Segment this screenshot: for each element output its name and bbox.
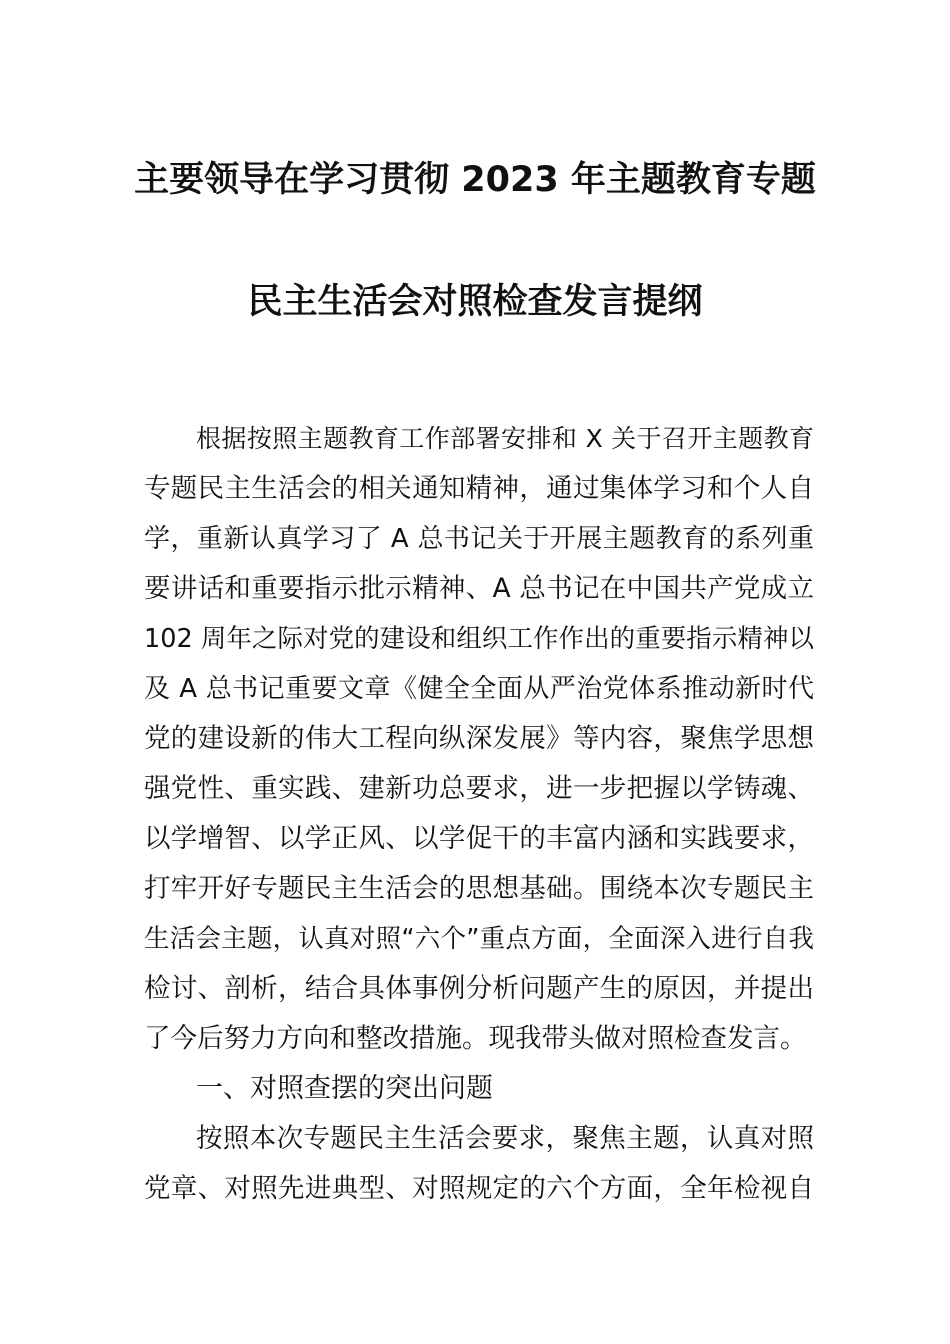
paragraph-1-line-6: 及 A 总书记重要文章《健全全面从严治党体系推动新时代 [144, 674, 814, 704]
paragraph-1-line-13: 了今后努力方向和整改措施。现我带头做对照检查发言。 [144, 1023, 807, 1054]
section-heading: 一、对照查摆的突出问题 [196, 1073, 493, 1104]
paragraph-2-line-2: 党章、对照先进典型、对照规定的六个方面，全年检视自 [144, 1173, 814, 1204]
document-title-line-1: 主要领导在学习贯彻 2023 年主题教育专题 [134, 160, 816, 200]
paragraph-1-line-5: 102 周年之际对党的建设和组织工作作出的重要指示精神以 [144, 624, 814, 654]
paragraph-1-line-9: 以学增智、以学正风、以学促干的丰富内涵和实践要求， [144, 823, 814, 854]
paragraph-1-line-1: 根据按照主题教育工作部署安排和 X 关于召开主题教育 [196, 424, 814, 453]
document-body [144, 414, 814, 1214]
paragraph-1-line-7: 党的建设新的伟大工程向纵深发展》等内容，聚焦学思想 [144, 723, 814, 754]
paragraph-1-line-10: 打牢开好专题民主生活会的思想基础。围绕本次专题民主 [144, 873, 814, 904]
paragraph-1-line-4: 要讲话和重要指示批示精神、A 总书记在中国共产党成立 [144, 573, 814, 604]
document-title-line-2: 民主生活会对照检查发言提纲 [247, 282, 703, 322]
paragraph-1-line-3: 学，重新认真学习了 A 总书记关于开展主题教育的系列重 [144, 524, 814, 554]
paragraph-1-line-12: 检讨、剖析，结合具体事例分析问题产生的原因，并提出 [144, 973, 814, 1004]
paragraph-1-line-2: 专题民主生活会的相关通知精神，通过集体学习和个人自 [144, 473, 814, 504]
paragraph-1-line-8: 强党性、重实践、建新功总要求，进一步把握以学铸魂、 [144, 773, 814, 804]
paragraph-2-line-1: 按照本次专题民主生活会要求，聚焦主题，认真对照 [196, 1123, 814, 1154]
paragraph-1-line-11: 生活会主题，认真对照“六个”重点方面，全面深入进行自我 [144, 924, 814, 954]
